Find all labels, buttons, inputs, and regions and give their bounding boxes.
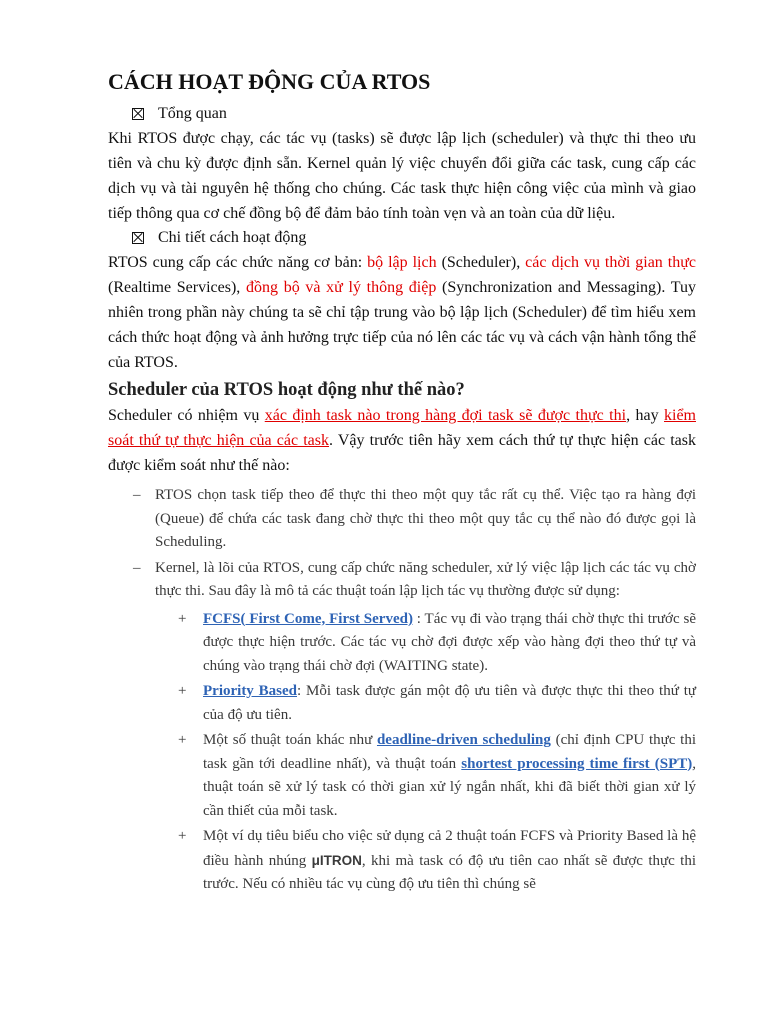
list-item-text: , khi mà task có độ ưu tiên cao nhất sẽ được thực thi trước. Nếu có nhiều tác vụ cùng độ ưu tiên thì chúng sẽ: [203, 852, 696, 892]
checkbox-bullet-icon: [132, 232, 144, 244]
list-item-text: Kernel, là lõi của RTOS, cung cấp chức năng scheduler, xử lý việc lập lịch các tác vụ chờ thực thi. Sau đây là mô tả các thuật toán lập lịch tác vụ thường được sử dụng:: [155, 559, 696, 599]
highlight-text: xác định task nào trong hàng đợi task sẽ được thực thi: [264, 407, 627, 424]
plus-bullet: +: [178, 828, 187, 844]
list-item: [108, 484, 696, 555]
document-page: [108, 68, 696, 899]
list-item-text: : Mỗi task được gán một độ ưu tiên và được thực thi theo thứ tự của độ ưu tiên.: [203, 683, 696, 723]
plus-bullet: +: [178, 683, 187, 699]
page-title: CÁCH HOẠT ĐỘNG CỦA RTOS: [108, 69, 431, 94]
deadline-driven-link[interactable]: deadline-driven scheduling: [376, 732, 551, 748]
list-item: [108, 680, 696, 727]
text-run: Scheduler có nhiệm vụ: [108, 407, 265, 424]
list-item: [108, 557, 696, 897]
highlight-text: các dịch vụ thời gian thực: [525, 254, 696, 271]
section-heading-label: Tổng quan: [158, 105, 227, 122]
section-heading-overview: [132, 102, 696, 126]
scheduler-list: [108, 484, 696, 897]
section-heading-label: Chi tiết cách hoạt động: [158, 229, 307, 246]
list-item: [108, 608, 696, 679]
list-item-text: Một ví dụ tiêu biểu cho việc sử dụng cả 2 thuật toán FCFS và Priority Based là hệ điều hành nhúng: [203, 828, 696, 869]
spt-link[interactable]: shortest processing time first (SPT): [461, 755, 693, 772]
text-run: (Synchronization and Messaging). Tuy nhiên trong phần này chúng ta sẽ chỉ tập trung vào bộ lập lịch (Scheduler) để tìm hiểu xem cách thức hoạt động và ảnh hưởng trực tiếp của nó lên các tác vụ và cách vận hành tổng thể của RTOS.: [108, 279, 696, 371]
algorithm-list: [155, 608, 696, 897]
text-run: (Scheduler),: [436, 254, 526, 271]
highlight-text: đồng bộ và xử lý thông điệp: [246, 279, 437, 296]
list-item-text: RTOS chọn task tiếp theo để thực thi theo một quy tắc rất cụ thể. Việc tạo ra hàng đợi (Queue) để chứa các task đang chờ thực thi theo một quy tắc cụ thể nào đó được gọi là Scheduling.: [155, 487, 696, 550]
text-run: (Realtime Services),: [108, 279, 246, 296]
checkbox-bullet-icon: [132, 108, 144, 120]
scheduler-intro-paragraph: [108, 403, 696, 478]
list-item-text: : Tác vụ đi vào trạng thái chờ thực thi trước sẽ được thực hiện trước. Các tác vụ chờ đợi được xếp vào hàng đợi theo thứ tự và chúng vào trạng thái chờ đợi (WAITING state).: [203, 610, 696, 674]
text-run: . Vậy trước tiên hãy xem cách thứ tự thực hiện các task được kiểm soát như thế nào:: [108, 432, 696, 474]
overview-paragraph: Khi RTOS được chạy, các tác vụ (tasks) sẽ được lập lịch (scheduler) và thực thi theo ưu tiên và chu kỳ được định sẵn. Kernel quản lý việc chuyển đổi giữa các task, cung cấp các dịch vụ và tài nguyên hệ thống cho chúng. Các task thực hiện công việc của mình và giao tiếp thông qua cơ chế đồng bộ để đảm bảo tính toàn vẹn và an toàn của dữ liệu.: [108, 130, 696, 222]
highlight-text: kiểm soát thứ tự thực hiện của các task: [108, 407, 696, 449]
details-paragraph: [108, 250, 696, 375]
section-heading-details: [132, 226, 696, 250]
list-item-text: , thuật toán sẽ xử lý task có thời gian xử lý ngắn nhất, khi đã biết thời gian xử lý cần thiết của mỗi task.: [203, 755, 696, 819]
list-item: [108, 825, 696, 897]
list-item-text: (chỉ định CPU thực thi task gần tới deadline nhất), và thuật toán: [203, 732, 696, 772]
dash-bullet: –: [133, 487, 141, 503]
scheduler-heading: Scheduler của RTOS hoạt động như thế nào?: [108, 380, 465, 400]
text-run: , hay: [626, 407, 664, 424]
dash-bullet: –: [133, 559, 141, 576]
highlight-text: bộ lập lịch: [367, 254, 437, 271]
list-item-text: Một số thuật toán khác như: [203, 732, 377, 748]
list-item: [108, 729, 696, 823]
fcfs-link[interactable]: FCFS( First Come, First Served): [203, 610, 413, 627]
text-run: RTOS cung cấp các chức năng cơ bản:: [108, 254, 368, 271]
plus-bullet: +: [178, 732, 187, 748]
plus-bullet: +: [178, 610, 187, 627]
priority-based-link[interactable]: Priority Based: [203, 683, 297, 699]
os-name: μITRON: [311, 852, 362, 868]
